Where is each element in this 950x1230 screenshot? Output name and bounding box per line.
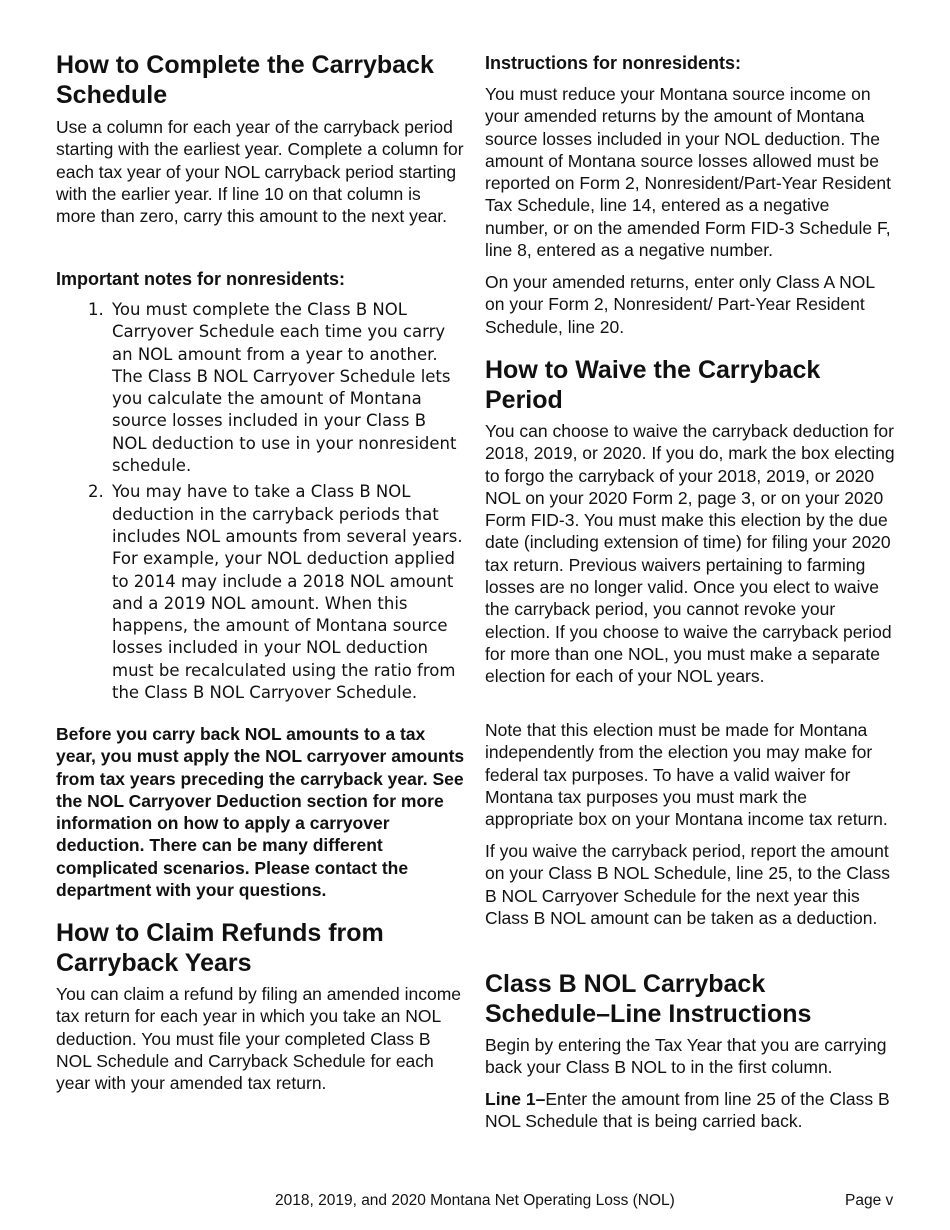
- nonresident-instructions-heading: Instructions for nonresidents:: [485, 53, 742, 73]
- list-item: [88, 481, 464, 704]
- page-number: Page v: [845, 1192, 894, 1209]
- waive-carryback-paragraph: You can choose to waive the carryback deduction for 2018, 2019, or 2020. If you do, mark the box electing to forgo the carryback of your 2018, 2019, or 2020 NOL on your 2020 Form 2, page 3, or on your 2020 Form FID-3. You must make this election by the due date (including extension of time) for filing your 2020 tax return. Previous waivers pertaining to farming losses are no longer valid. Once you elect to waive the carryback period, you cannot revoke your election. If you choose to waive the carryback period for more than one NOL, you must make a separate election for each of your NOL years.: [485, 421, 895, 687]
- nonresident-instructions-paragraph: You must reduce your Montana source income on your amended returns by the amount of Montana source losses included in your NOL deduction. The amount of Montana source losses allowed must be reported on Form 2, Nonresident/Part-Year Resident Tax Schedule, line 14, entered as a negative number, or on the amended Form FID-3 Schedule F, line 8, entered as a negative number.: [485, 84, 891, 261]
- list-item: [88, 299, 464, 477]
- federal-election-paragraph: Note that this election must be made for Montana independently from the election you may make for federal tax purposes. To have a valid waiver for Montana tax purposes you must mark the appropriate box on your Montana income tax return.: [485, 720, 888, 830]
- line-instructions-intro: Begin by entering the Tax Year that you are carrying back your Class B NOL to in the first column.: [485, 1035, 887, 1078]
- list-item-text: You must complete the Class B NOL Carryover Schedule each time you carry an NOL amount from a year to another. The Class B NOL Carryover Schedule lets you calculate the amount of Montana source losses included in your Class B NOL deduction to use in your nonresident schedule.: [112, 300, 457, 476]
- line-1-text: Enter the amount from line 25 of the Class B NOL Schedule that is being carried back.: [485, 1089, 890, 1132]
- list-item-text: You may have to take a Class B NOL deduction in the carryback periods that includes NOL amounts from several years. For example, your NOL deduction applied to 2014 may include a 2018 NOL amount and a 2019 NOL amount. When this happens, the amount of Montana source losses included in your NOL deduction must be recalculated using the ratio from the Class B NOL Carryover Schedule.: [112, 482, 463, 703]
- important-notes-heading: Important notes for nonresidents:: [56, 269, 346, 289]
- carryover-warning-paragraph: Before you carry back NOL amounts to a tax year, you must apply the NOL carryover amounts from tax years preceding the carryback year. See the NOL Carryover Deduction section for more information on how to apply a carryover deduction. There can be many different complicated scenarios. Please contact the department with your questions.: [56, 724, 465, 901]
- heading-line-instructions: Class B NOL Carryback Schedule–Line Instructions: [485, 970, 812, 1028]
- list-item-number: 1.: [88, 300, 104, 319]
- waive-report-paragraph: If you waive the carryback period, report the amount on your Class B NOL Schedule, line 25, to the Class B NOL Carryover Schedule for the next year this Class B NOL amount can be taken as a deduction.: [485, 841, 890, 928]
- heading-claim-refunds: How to Claim Refunds from Carryback Years: [56, 919, 384, 977]
- claim-refunds-paragraph: You can claim a refund by filing an amended income tax return for each year in which you take an NOL deduction. You must file your completed Class B NOL Schedule and Carryback Schedule for each year with your amended tax return.: [56, 984, 462, 1094]
- amended-returns-paragraph: On your amended returns, enter only Class A NOL on your Form 2, Nonresident/ Part-Year Resident Schedule, line 20.: [485, 272, 875, 337]
- nonresident-notes-list: [56, 299, 464, 708]
- line-1-instruction: [485, 1088, 897, 1133]
- list-item-number: 2.: [88, 482, 104, 502]
- line-1-label: Line 1–: [485, 1089, 546, 1109]
- heading-complete-carryback: How to Complete the Carryback Schedule: [56, 51, 434, 109]
- heading-waive-carryback: How to Waive the Carryback Period: [485, 356, 821, 414]
- complete-carryback-paragraph: Use a column for each year of the carryback period starting with the earliest year. Complete a column for each tax year of your NOL carryback period starting with the earlier year. If line 10 on that column is more than zero, carry this amount to the next year.: [56, 117, 464, 227]
- footer-title: 2018, 2019, and 2020 Montana Net Operating Loss (NOL): [275, 1192, 675, 1209]
